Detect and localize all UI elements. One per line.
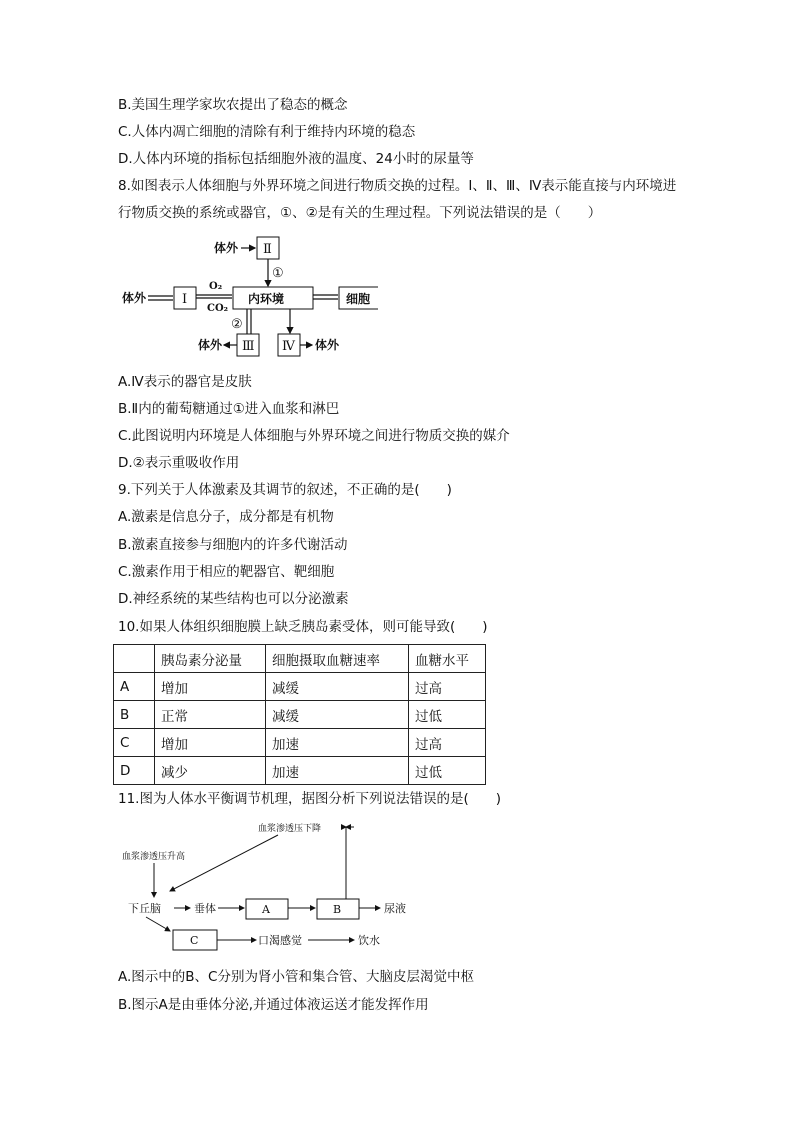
q8-option-a: A.Ⅳ表示的器官是皮肤 [118,374,252,390]
svg-text:Ⅳ: Ⅳ [282,339,295,354]
outside-label-bottom-left: 体外 [198,338,223,352]
q9-stem: 9.下列关于人体激素及其调节的叙述，不正确的是( ) [118,482,452,498]
q7-option-b: B.美国生理学家坎农提出了稳态的概念 [118,97,348,113]
table-header-cell: 血糖水平 [409,645,486,673]
q10-table [113,644,486,785]
svg-text:C: C [190,934,199,947]
table-cell: 加速 [266,757,409,785]
table-row [114,701,486,729]
table-row [114,757,486,785]
plasma-osmotic-drop: 血浆渗透压下降 [258,824,322,834]
table-cell: 增加 [155,673,266,701]
urine-label: 尿液 [384,902,406,915]
q8-diagram [118,232,378,362]
svg-text:Ⅰ: Ⅰ [182,292,188,307]
outside-label-left: 体外 [122,291,147,305]
table-cell: D [114,757,155,785]
q8-option-d: D.②表示重吸收作用 [118,455,240,471]
pituitary-label: 垂体 [194,902,216,915]
table-cell [114,645,155,673]
svg-text:细胞: 细胞 [346,292,371,306]
table-cell: 增加 [155,729,266,757]
svg-text:内环境: 内环境 [248,292,285,306]
q9-option-c: C.激素作用于相应的靶器官、靶细胞 [118,564,335,580]
table-cell: 过高 [409,673,486,701]
outside-label-bottom-right: 体外 [315,338,340,352]
o2-label: O₂ [209,281,223,292]
svg-text:A: A [262,903,270,916]
outside-label-top: 体外 [214,241,239,255]
svg-text:B: B [333,903,342,916]
q10-stem: 10.如果人体组织细胞膜上缺乏胰岛素受体，则可能导致( ) [118,619,488,635]
table-cell: 过低 [409,701,486,729]
process-2: ② [231,317,243,332]
q7-option-c: C.人体内凋亡细胞的清除有利于维持内环境的稳态 [118,124,416,140]
table-cell: 减少 [155,757,266,785]
process-1: ① [272,266,284,281]
table-cell: 加速 [266,729,409,757]
table-row [114,673,486,701]
q7-option-d: D.人体内环境的指标包括细胞外液的温度、24小时的尿量等 [118,151,474,167]
hypothalamus-label: 下丘脑 [128,902,161,915]
q11-option-b: B.图示A是由垂体分泌,并通过体液运送才能发挥作用 [118,997,429,1013]
drink-label: 饮水 [358,934,380,947]
table-cell: 减缓 [266,701,409,729]
q9-option-b: B.激素直接参与细胞内的许多代谢活动 [118,537,348,553]
svg-text:Ⅲ: Ⅲ [242,339,255,354]
svg-text:Ⅱ: Ⅱ [263,242,272,257]
table-cell: 减缓 [266,673,409,701]
q11-stem: 11.图为人体水平衡调节机理，据图分析下列说法错误的是( ) [118,791,502,807]
q8-stem: 8.如图表示人体细胞与外界环境之间进行物质交换的过程。Ⅰ、Ⅱ、Ⅲ、Ⅳ表示能直接与内环境进行物质交换的系统或器官，①、②是有关的生理过程。下列说法错误的是（ ） [118,178,677,221]
table-header-row [114,645,486,673]
table-header-cell: 细胞摄取血糖速率 [266,645,409,673]
table-cell: 正常 [155,701,266,729]
table-cell: C [114,729,155,757]
q11-diagram [118,815,438,955]
thirst-label: 口渴感觉 [258,934,302,947]
q9-option-a: A.激素是信息分子，成分都是有机物 [118,509,334,525]
q11-option-a: A.图示中的B、C分别为肾小管和集合管、大脑皮层渴觉中枢 [118,969,474,985]
q8-option-c: C.此图说明内环境是人体细胞与外界环境之间进行物质交换的媒介 [118,428,510,444]
co2-label: CO₂ [207,303,229,314]
table-cell: A [114,673,155,701]
q9-option-d: D.神经系统的某些结构也可以分泌激素 [118,591,349,607]
q8-option-b: B.Ⅱ内的葡萄糖通过①进入血浆和淋巴 [118,401,340,417]
table-cell: B [114,701,155,729]
table-header-cell: 胰岛素分泌量 [155,645,266,673]
table-cell: 过高 [409,729,486,757]
table-cell: 过低 [409,757,486,785]
table-row [114,729,486,757]
plasma-osmotic-rise: 血浆渗透压升高 [122,852,186,862]
